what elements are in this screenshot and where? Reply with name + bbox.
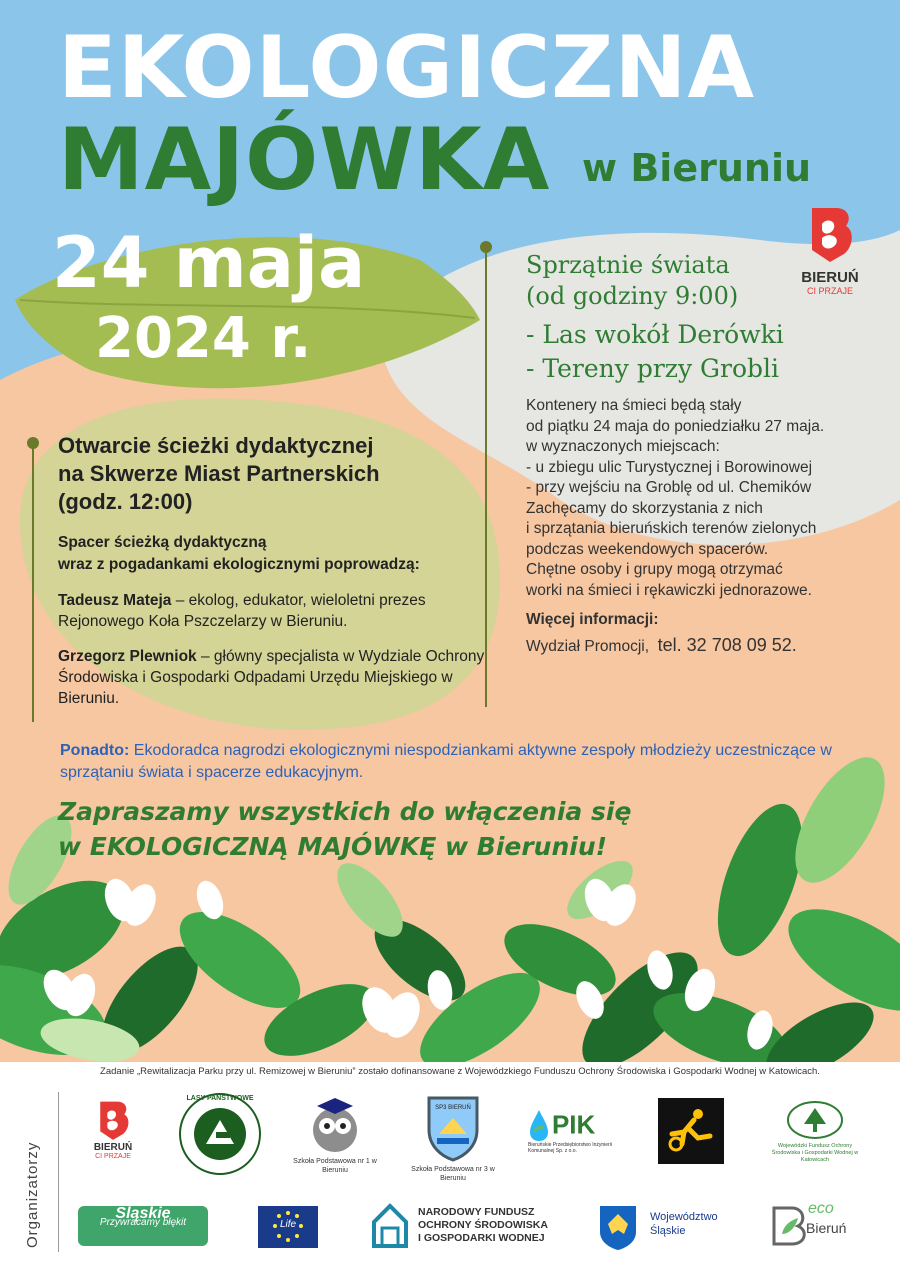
lasy-panstwowe-emblem-icon [178,1092,262,1176]
nfos-text [418,1206,548,1245]
brand-name: BIERUŃ [801,269,859,286]
contact-line [526,635,886,656]
cleanup-body-line: podczas weekendowych spacerów. [526,540,769,558]
wojewodztwo-line-1: Województwo [650,1211,718,1223]
logo-runner [658,1098,724,1164]
guide-2-description: – główny specjalista w Wydziale Ochrony Środowiska i Gospodarki Odpadami Urzędu Miejskiego w Bieruniu. [58,648,485,707]
eagle-crest-icon [598,1204,638,1250]
logo-school-1 [290,1092,380,1175]
date-day-month: 24 maja [52,222,366,304]
path-intro [58,532,498,576]
invitation-line-2: w EKOLOGICZNĄ MAJÓWKĘ w Bieruniu! [58,832,608,861]
guide-person-1 [58,590,498,632]
title-suffix: w Bieruniu [582,146,812,190]
owl-icon [305,1092,365,1154]
house-icon [372,1202,408,1248]
pik-name: PIK [551,1109,596,1140]
path-heading-3: (godz. 12:00) [58,489,193,514]
life-label: Life [279,1219,297,1230]
cleanup-body-line: i sprzątania bieruńskich terenów zielonych [526,520,817,537]
organizers-label-box [18,1100,48,1250]
water-drop-icon [528,1108,550,1142]
cleanup-body-line: - przy wejściu na Groblę od ul. Chemików [526,479,812,496]
school-1-label: Szkoła Podstawowa nr 1 w Bieruniu [293,1158,377,1174]
contact-phone: tel. 32 708 09 52. [657,635,797,655]
date-year: 2024 r. [95,306,312,371]
logo-eu-life [258,1206,318,1248]
logo-pik [528,1108,632,1154]
title-line-2: MAJÓWKA [58,110,551,210]
timeline-line-left [32,448,34,722]
lasy-label: LASY PAŃSTWOWE [186,1095,254,1102]
logo-slaskie [78,1206,208,1248]
cleanup-body-line: Chętne osoby i grupy mogą otrzymać [526,561,783,578]
cleanup-body-line: - u zbiegu ulic Turystycznej i Borowinowej [526,458,813,476]
guide-1-name: Tadeusz Mateja [58,592,172,609]
cleanup-body-line: od piątku 24 maja do poniedziałku 27 maja. [526,417,825,435]
wfos-label: Wojewódzki Fundusz Ochrony Środowiska i Gospodarki Wodnej w Katowicach [771,1143,859,1163]
guide-person-2 [58,646,498,709]
cleanup-body-line: worki na śmieci i rękawiczki jednorazowe. [526,581,812,599]
title-line-1: EKOLOGICZNA [58,18,756,118]
eco-leaf-b-icon [770,1204,810,1248]
logo-bierun-tagline: CI PRZAJE [95,1153,131,1160]
slaskie-name: Śląskie [115,1205,171,1222]
cleanup-heading-1: Sprzątnie świata [526,251,730,279]
guide-1-description: – ekolog, edukator, wieloletni prezes Rejonowego Koła Pszczelarzy w Bieruniu. [58,592,426,630]
path-intro-line-1: Spacer ścieżką dydaktyczną [58,534,267,551]
school-3-label: Szkoła Podstawowa nr 3 w Bieruniu [411,1166,495,1182]
logo-bierun-name: BIERUŃ [93,1142,133,1153]
path-opening-section [58,432,498,709]
cleanup-location-2: - Tereny przy Grobli [526,354,780,383]
note-label: Ponadto: [60,742,130,759]
eco-label: eco [808,1200,834,1217]
invitation [58,794,878,864]
organizers-divider [58,1092,59,1252]
wojewodztwo-line-2: Śląskie [650,1225,686,1237]
eco-bierun-label: Bieruń [806,1220,847,1236]
logo-school-3 [408,1094,498,1183]
slaskie-tagline: Przywracamy błękit [99,1217,187,1228]
school-3-badge-text: SP3 BIERUŃ [435,1105,471,1111]
nfos-line-3: I GOSPODARKI WODNEJ [418,1232,545,1244]
cleanup-body [526,396,886,601]
additional-note [60,740,860,784]
cleanup-body-line: w wyznaczonych miejscach: [526,438,720,455]
runner-icon [658,1098,724,1164]
cleanup-heading-2: (od godziny 9:00) [526,282,739,310]
wojewodztwo-text [650,1210,718,1238]
more-info-label: Więcej informacji: [526,611,659,628]
path-heading-1: Otwarcie ścieżki dydaktycznej [58,433,374,458]
contact-department: Wydział Promocji, [526,638,650,655]
tree-icon [786,1100,844,1140]
nfos-line-1: NARODOWY FUNDUSZ [418,1206,535,1218]
path-intro-line-2: wraz z pogadankami ekologicznymi poprowadzą: [58,556,420,573]
cleanup-body-line: Zachęcamy do skorzystania z nich [526,499,763,517]
cleanup-location-1: - Las wokół Derówki [526,320,784,349]
cleanup-body-line: Kontenery na śmieci będą stały [526,397,742,414]
bierun-heart-b-icon [96,1100,130,1140]
path-heading-2: na Skwerze Miast Partnerskich [58,461,380,486]
note-text: Ekodoradca nagrodzi ekologicznymi niespodziankami aktywne zespoły młodzieży uczestniczące w sprzątaniu świata i spacerze edukacyjnym. [60,742,832,781]
pik-sub: Bieruńskie Przedsiębiorstwo Inżynierii Komunalnej Sp. z o.o. [528,1142,612,1154]
brand-tagline: CI PRZAJE [806,286,853,296]
logo-bierun-small [78,1100,148,1161]
nfos-line-2: OCHRONY ŚRODOWISKA [418,1219,548,1231]
guide-2-name: Grzegorz Plewniok [58,648,197,665]
logo-lasy-panstwowe [175,1092,265,1179]
cleanup-section [526,250,886,656]
organizers-label: Organizatorzy [24,1141,41,1248]
logo-wfos [765,1100,865,1164]
invitation-line-1: Zapraszamy wszystkich do włączenia się [58,797,632,826]
funding-statement: Zadanie „Rewitalizacja Parku przy ul. Remizowej w Bieruniu” zostało dofinansowane z Wojewódzkiego Funduszu Ochrony Środowiska i Gospodarki Wodnej w Katowicach. [100,1066,820,1077]
